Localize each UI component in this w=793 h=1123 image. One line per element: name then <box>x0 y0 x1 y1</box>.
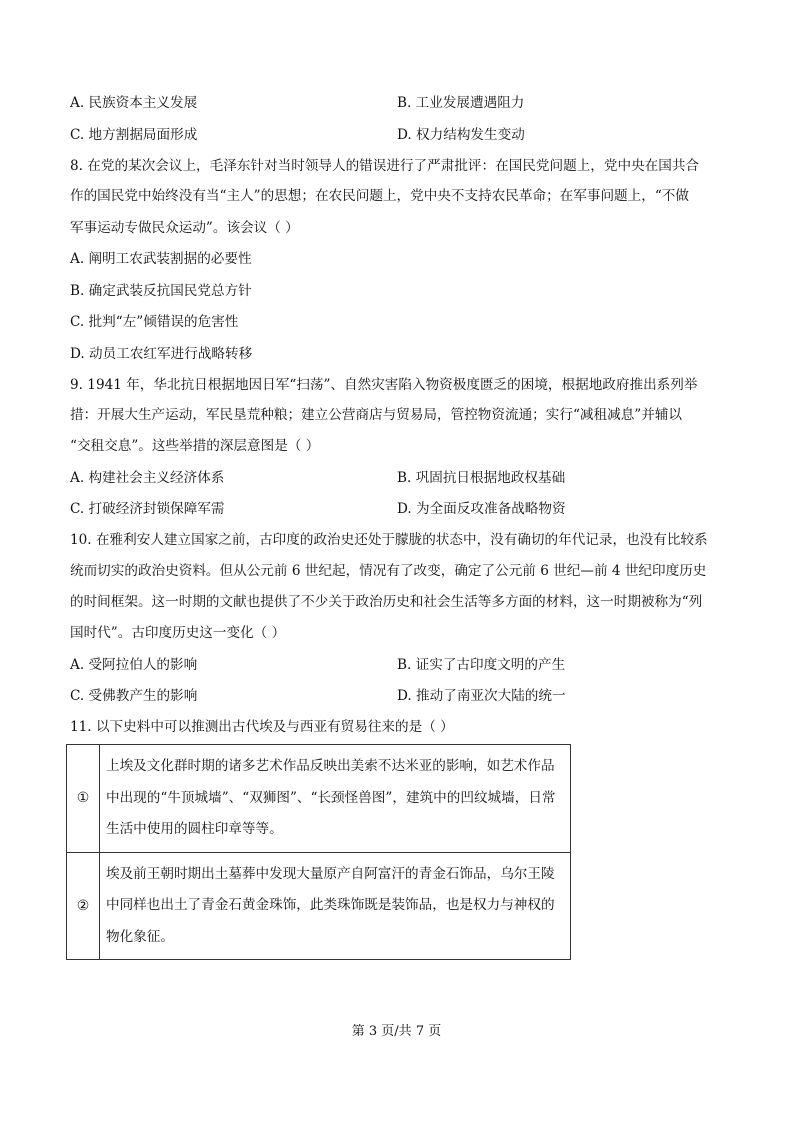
q11-stem: 11. 以下史料中可以推测出古代埃及与西亚有贸易往来的是（ ） <box>70 719 454 735</box>
q8-stem-line-3: 军事运动专做民众运动”。该会议（ ） <box>70 220 299 236</box>
q7-option-d: D. 权力结构发生变动 <box>397 127 525 143</box>
q10-option-c: C. 受佛教产生的影响 <box>70 688 198 704</box>
q7-option-b: B. 工业发展遭遇阻力 <box>397 95 525 111</box>
page-footer: 第 3 页/共 7 页 <box>351 1024 442 1039</box>
q9-stem-line-1: 9. 1941 年，华北抗日根据地因日军“扫荡”、自然灾害陷入物资极度匮乏的困境，根据地政府推出系列举 <box>70 377 698 393</box>
q9-stem-line-2: 措：开展大生产运动，军民垦荒种粮；建立公营商店与贸易局，管控物资流通；实行“减租减息”并辅以 <box>70 407 683 423</box>
source-text: 上埃及文化群时期的诸多艺术作品反映出美索不达米亚的影响，如艺术作品中出现的“牛顶城墙”、“双狮图”、“长颈怪兽图”，建筑中的凹纹城墙，日常生活中使用的圆柱印章等等。 <box>100 745 571 853</box>
q8-stem-line-2: 作的国民党中始终没有当“主人”的思想；在农民问题上，党中央不支持农民革命；在军事问题上，“不做 <box>70 188 689 204</box>
q9-option-c: C. 打破经济封锁保障军需 <box>70 501 225 517</box>
table-row <box>67 745 571 853</box>
source-text: 埃及前王朝时期出土墓葬中发现大量原产自阿富汗的青金石饰品，乌尔王陵中同样也出土了青金石黄金珠饰，此类珠饰既是装饰品，也是权力与神权的物化象征。 <box>100 852 571 960</box>
q10-stem-line-2: 统而切实的政治史资料。但从公元前 6 世纪起，情况有了改变，确定了公元前 6 世纪—前 4 世纪印度历史 <box>70 563 707 579</box>
q8-stem-line-1: 8. 在党的某次会议上，毛泽东针对当时领导人的错误进行了严肃批评：在国民党问题上，党中央在国共合 <box>70 158 700 174</box>
q8-option-c: C. 批判“左”倾错误的危害性 <box>70 314 239 330</box>
q10-option-a: A. 受阿拉伯人的影响 <box>70 657 198 673</box>
table-row <box>67 852 571 960</box>
source-number: ① <box>67 745 100 853</box>
q9-option-a: A. 构建社会主义经济体系 <box>70 470 225 486</box>
q10-option-d: D. 推动了南亚次大陆的统一 <box>397 688 566 704</box>
source-number: ② <box>67 852 100 960</box>
q10-stem-line-3: 的时间框架。这一时期的文献也提供了不少关于政治历史和社会生活等多方面的材料，这一时期被称为“列 <box>70 594 703 610</box>
q7-option-a: A. 民族资本主义发展 <box>70 95 198 111</box>
q10-stem-line-1: 10. 在雅利安人建立国家之前，古印度的政治史还处于朦胧的状态中，没有确切的年代记录，也没有比较系 <box>70 532 708 548</box>
source-material-table <box>66 744 571 960</box>
q10-option-b: B. 证实了古印度文明的产生 <box>397 657 566 673</box>
q8-option-d: D. 动员工农红军进行战略转移 <box>70 346 253 362</box>
q8-option-a: A. 阐明工农武装割据的必要性 <box>70 251 252 267</box>
q8-option-b: B. 确定武装反抗国民党总方针 <box>70 283 252 299</box>
q10-stem-line-4: 国时代”。古印度历史这一变化（ ） <box>70 625 286 641</box>
q9-option-d: D. 为全面反攻准备战略物资 <box>397 501 566 517</box>
q9-stem-line-3: “交租交息”。这些举措的深层意图是（ ） <box>70 438 320 454</box>
q9-option-b: B. 巩固抗日根据地政权基础 <box>397 470 566 486</box>
q7-option-c: C. 地方割据局面形成 <box>70 127 198 143</box>
